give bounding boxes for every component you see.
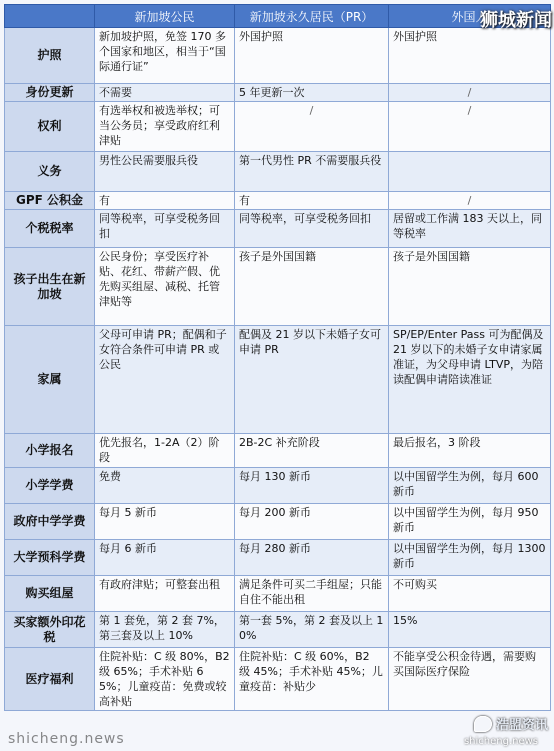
cell-foreigner: 外国护照 bbox=[389, 28, 551, 84]
cell-citizen: 优先报名，1-2A（2）阶段 bbox=[95, 434, 235, 468]
cell-pr: 第一套 5%，第 2 套及以上 10% bbox=[235, 612, 389, 648]
table-row bbox=[5, 648, 551, 711]
comparison-table-container bbox=[4, 4, 550, 711]
cell-citizen: 有政府津贴；可整套出租 bbox=[95, 576, 235, 612]
cell-foreigner: 不能享受公积金待遇，需要购买国际医疗保险 bbox=[389, 648, 551, 711]
row-label: 义务 bbox=[5, 152, 95, 192]
table-row bbox=[5, 468, 551, 504]
watermark-bottom: shicheng.news bbox=[8, 731, 125, 747]
cell-citizen: 新加坡护照，免签 170 多个国家和地区，相当于“国际通行证” bbox=[95, 28, 235, 84]
cell-foreigner: 最后报名，3 阶段 bbox=[389, 434, 551, 468]
row-label: 权利 bbox=[5, 102, 95, 152]
watermark-brand bbox=[474, 714, 548, 733]
row-label: 购买组屋 bbox=[5, 576, 95, 612]
cell-citizen: 有选举权和被选举权；可当公务员；享受政府红利津贴 bbox=[95, 102, 235, 152]
cell-foreigner: 以中国留学生为例，每月 1300 新币 bbox=[389, 540, 551, 576]
table-header-row bbox=[5, 5, 551, 28]
cell-pr: 配偶及 21 岁以下未婚子女可申请 PR bbox=[235, 326, 389, 434]
cell-foreigner: 以中国留学生为例，每月 600 新币 bbox=[389, 468, 551, 504]
table-row bbox=[5, 248, 551, 326]
watermark-brand-text: 浩盟资讯 bbox=[495, 718, 548, 733]
cell-foreigner: 孩子是外国国籍 bbox=[389, 248, 551, 326]
cell-foreigner: 以中国留学生为例，每月 950 新币 bbox=[389, 504, 551, 540]
cell-pr: 5 年更新一次 bbox=[235, 84, 389, 102]
cell-citizen: 有 bbox=[95, 192, 235, 210]
cell-pr: / bbox=[235, 102, 389, 152]
cell-citizen: 不需要 bbox=[95, 84, 235, 102]
cell-citizen: 每月 5 新币 bbox=[95, 504, 235, 540]
header-foreigner: 外国人 bbox=[389, 5, 551, 28]
row-label: 家属 bbox=[5, 326, 95, 434]
comparison-table bbox=[4, 4, 551, 711]
cell-citizen: 同等税率，可享受税务回扣 bbox=[95, 210, 235, 248]
cell-pr: 外国护照 bbox=[235, 28, 389, 84]
row-label: 护照 bbox=[5, 28, 95, 84]
row-label: 身份更新 bbox=[5, 84, 95, 102]
cell-foreigner: / bbox=[389, 102, 551, 152]
cell-pr: 孩子是外国国籍 bbox=[235, 248, 389, 326]
cell-pr: 每月 130 新币 bbox=[235, 468, 389, 504]
cell-pr: 每月 280 新币 bbox=[235, 540, 389, 576]
table-row bbox=[5, 152, 551, 192]
cell-pr: 住院补贴：C 级 60%，B2 级 45%；手术补贴 45%；儿童疫苗：补贴少 bbox=[235, 648, 389, 711]
table-row bbox=[5, 28, 551, 84]
cell-pr: 每月 200 新币 bbox=[235, 504, 389, 540]
cell-citizen: 免费 bbox=[95, 468, 235, 504]
cell-pr: 2B-2C 补充阶段 bbox=[235, 434, 389, 468]
table-row bbox=[5, 326, 551, 434]
table-row bbox=[5, 210, 551, 248]
cell-pr: 同等税率，可享受税务回扣 bbox=[235, 210, 389, 248]
cell-foreigner: / bbox=[389, 192, 551, 210]
header-corner bbox=[5, 5, 95, 28]
row-label: 小学报名 bbox=[5, 434, 95, 468]
row-label: 小学学费 bbox=[5, 468, 95, 504]
cell-pr: 第一代男性 PR 不需要服兵役 bbox=[235, 152, 389, 192]
row-label: 大学预科学费 bbox=[5, 540, 95, 576]
cell-pr: 有 bbox=[235, 192, 389, 210]
cell-pr: 满足条件可买二手组屋；只能自住不能出租 bbox=[235, 576, 389, 612]
row-label: 个税税率 bbox=[5, 210, 95, 248]
cell-foreigner: SP/EP/Enter Pass 可为配偶及 21 岁以下的未婚子女申请家属准证，为父母申请 LTVP，为陪读配偶申请陪读准证 bbox=[389, 326, 551, 434]
cell-citizen: 第 1 套免，第 2 套 7%，第三套及以上 10% bbox=[95, 612, 235, 648]
header-pr: 新加坡永久居民（PR） bbox=[235, 5, 389, 28]
row-label: 医疗福利 bbox=[5, 648, 95, 711]
cell-citizen: 每月 6 新币 bbox=[95, 540, 235, 576]
table-row bbox=[5, 576, 551, 612]
table-row bbox=[5, 612, 551, 648]
row-label: 孩子出生在新加坡 bbox=[5, 248, 95, 326]
chat-bubble-icon bbox=[474, 716, 492, 732]
watermark-brand-url: shicheng.news bbox=[463, 736, 538, 747]
row-label: 政府中学学费 bbox=[5, 504, 95, 540]
row-label: GPF 公积金 bbox=[5, 192, 95, 210]
cell-citizen: 父母可申请 PR；配偶和子女符合条件可申请 PR 或公民 bbox=[95, 326, 235, 434]
cell-foreigner: 居留或工作满 183 天以上，同等税率 bbox=[389, 210, 551, 248]
table-row bbox=[5, 434, 551, 468]
table-row bbox=[5, 192, 551, 210]
cell-citizen: 住院补贴：C 级 80%，B2 级 65%；手术补贴 65%；儿童疫苗：免费或较高补贴 bbox=[95, 648, 235, 711]
cell-foreigner bbox=[389, 152, 551, 192]
cell-foreigner: / bbox=[389, 84, 551, 102]
table-row bbox=[5, 102, 551, 152]
cell-foreigner: 不可购买 bbox=[389, 576, 551, 612]
watermark-top: 狮城新闻 bbox=[480, 10, 552, 31]
cell-citizen: 公民身份；享受医疗补贴、花红、带薪产假、优先购买组屋、减税、托管津贴等 bbox=[95, 248, 235, 326]
row-label: 买家额外印花税 bbox=[5, 612, 95, 648]
cell-citizen: 男性公民需要服兵役 bbox=[95, 152, 235, 192]
header-citizen: 新加坡公民 bbox=[95, 5, 235, 28]
table-row bbox=[5, 84, 551, 102]
table-row bbox=[5, 504, 551, 540]
cell-foreigner: 15% bbox=[389, 612, 551, 648]
table-row bbox=[5, 540, 551, 576]
